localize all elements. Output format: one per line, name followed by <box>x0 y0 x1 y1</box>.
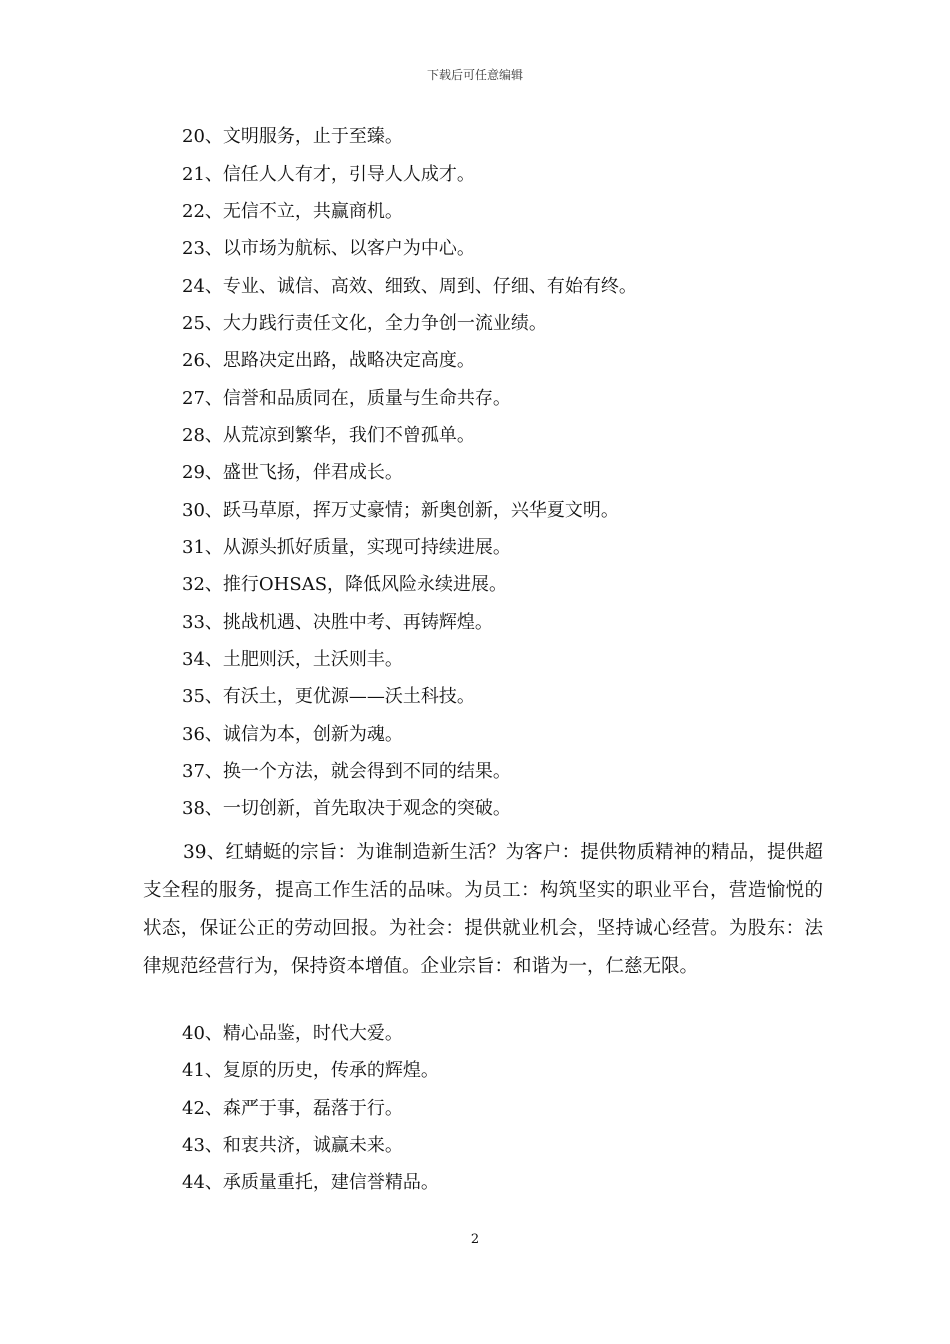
list-item: 25、大力践行责任文化，全力争创一流业绩。 <box>182 313 547 334</box>
list-item: 30、跃马草原，挥万丈豪情；新奥创新，兴华夏文明。 <box>182 500 619 521</box>
list-item: 31、从源头抓好质量，实现可持续进展。 <box>182 537 511 558</box>
list-item: 27、信誉和品质同在，质量与生命共存。 <box>182 388 511 409</box>
list-item: 43、和衷共济，诚赢未来。 <box>182 1135 403 1156</box>
list-item: 37、换一个方法，就会得到不同的结果。 <box>182 761 511 782</box>
list-item: 28、从荒凉到繁华，我们不曾孤单。 <box>182 425 475 446</box>
paragraph-39: 39、红蜻蜓的宗旨：为谁制造新生活？为客户：提供物质精神的精品，提供超支全程的服务，提高工作生活的品味。为员工：构筑坚实的职业平台，营造愉悦的状态，保证公正的劳动回报。为社会：提供就业机会，坚持诚心经营。为股东：法律规范经营行为，保持资本增值。企业宗旨：和谐为一，仁慈无限。 <box>143 842 823 977</box>
list-item: 40、精心品鉴，时代大爱。 <box>182 1023 403 1044</box>
list-item: 35、有沃土，更优源——沃土科技。 <box>182 686 475 707</box>
list-item: 26、思路决定出路，战略决定高度。 <box>182 350 475 371</box>
list-item: 44、承质量重托，建信誉精品。 <box>182 1172 439 1193</box>
list-item: 21、信任人人有才，引导人人成才。 <box>182 164 475 185</box>
list-item: 29、盛世飞扬，伴君成长。 <box>182 462 403 483</box>
list-item: 20、文明服务，止于至臻。 <box>182 126 403 147</box>
list-item: 22、无信不立，共赢商机。 <box>182 201 403 222</box>
list-item: 24、专业、诚信、高效、细致、周到、仔细、有始有终。 <box>182 276 637 297</box>
list-item: 41、复原的历史，传承的辉煌。 <box>182 1060 439 1081</box>
list-item: 32、推行OHSAS，降低风险永续进展。 <box>182 574 508 595</box>
page-number: 2 <box>470 1232 480 1247</box>
page-header: 下载后可任意编辑 <box>426 68 523 82</box>
list-item: 42、森严于事，磊落于行。 <box>182 1098 403 1119</box>
list-item: 36、诚信为本，创新为魂。 <box>182 724 403 745</box>
list-item: 38、一切创新，首先取决于观念的突破。 <box>182 798 511 819</box>
list-item: 23、以市场为航标、以客户为中心。 <box>182 238 475 259</box>
list-item: 34、土肥则沃，土沃则丰。 <box>182 649 403 670</box>
list-item: 33、挑战机遇、决胜中考、再铸辉煌。 <box>182 612 493 633</box>
